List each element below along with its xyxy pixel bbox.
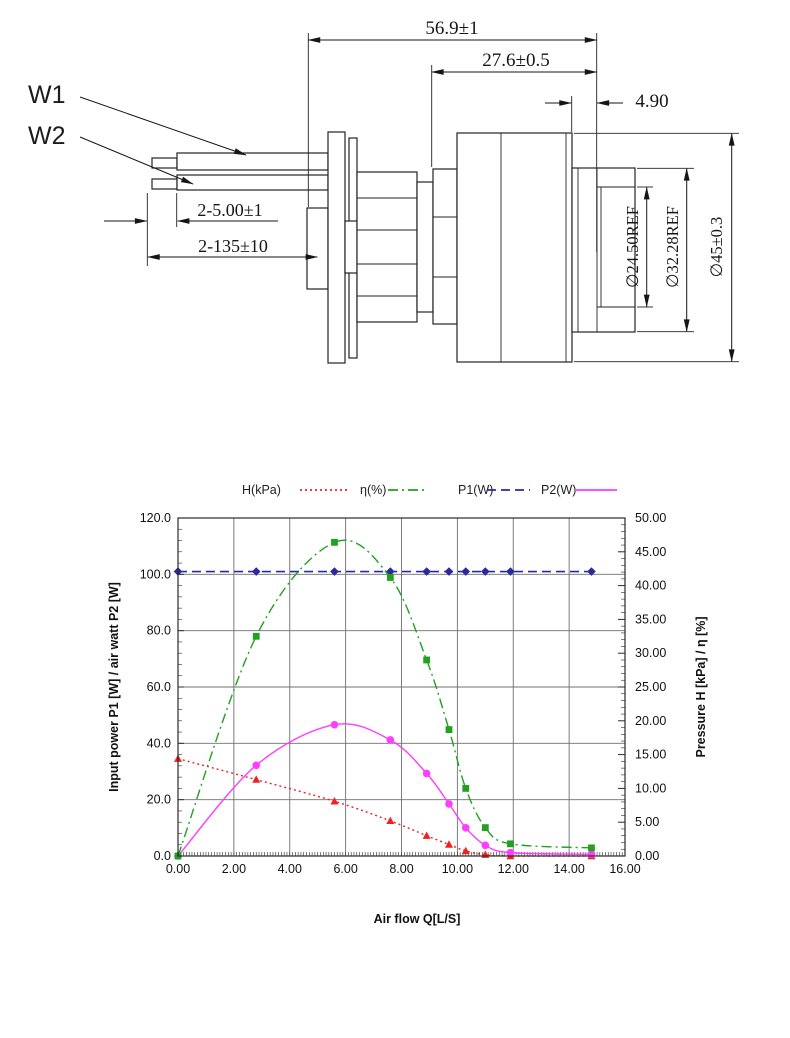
data-marker — [462, 824, 470, 832]
data-marker — [507, 840, 514, 847]
data-marker — [588, 851, 596, 859]
y-tick-label-left: 100.0 — [139, 567, 171, 582]
mounting-flange — [328, 132, 345, 363]
y-tick-label-right: 10.00 — [635, 781, 667, 796]
label-w1: W1 — [28, 81, 66, 109]
y-tick-label-right: 5.00 — [635, 815, 660, 830]
y-tick-label-left: 60.0 — [146, 680, 171, 694]
stator-stack — [357, 169, 457, 324]
x-tick-label: 16.00 — [609, 862, 641, 876]
data-marker — [331, 539, 338, 546]
wire-w2 — [152, 175, 328, 190]
x-tick-label: 4.00 — [277, 862, 302, 876]
dim-overall-length: 56.9±1 — [425, 18, 479, 39]
data-marker — [386, 817, 394, 824]
performance-chart — [0, 460, 790, 1038]
y-tick-label-right: 45.00 — [635, 544, 667, 559]
motor-body — [457, 133, 572, 362]
data-marker — [387, 736, 395, 744]
leader-lines — [80, 97, 246, 184]
legend-label-P1(W): P1(W) — [458, 483, 494, 497]
left-axis-title: Input power P1 [W] / air watt P2 [W] — [107, 582, 121, 792]
x-tick-label: 6.00 — [333, 862, 358, 876]
x-tick-label: 8.00 — [389, 862, 414, 876]
hub-block — [307, 208, 328, 289]
data-marker — [423, 657, 430, 664]
x-tick-label: 2.00 — [221, 862, 247, 876]
y-tick-label-left: 80.0 — [146, 623, 171, 638]
y-tick-label-right: 40.00 — [635, 578, 667, 593]
y-tick-label-left: 20.0 — [146, 792, 171, 807]
dia-inner-label: ∅24.50REF — [623, 206, 642, 288]
data-marker — [330, 797, 338, 804]
x-axis-title: Air flow Q[L/S] — [373, 912, 461, 926]
y-tick-label-right: 35.00 — [635, 612, 667, 627]
dia-mid-label: ∅32.28REF — [663, 206, 682, 288]
x-tick-label: 0.00 — [165, 862, 191, 876]
tick-labels — [140, 511, 667, 876]
dimension-drawing — [0, 0, 790, 460]
data-marker — [387, 574, 394, 581]
dim-wire-length: 2-135±10 — [198, 236, 268, 256]
x-tick-label: 10.00 — [441, 862, 474, 876]
data-marker — [462, 847, 470, 854]
data-marker — [507, 849, 515, 857]
series-markers-H(kPa) — [174, 754, 595, 859]
grid — [178, 518, 625, 856]
dim-body-length: 27.6±0.5 — [482, 50, 550, 71]
chart-legend — [242, 483, 617, 497]
legend-label-H(kPa): H(kPa) — [242, 483, 281, 497]
data-marker — [423, 770, 431, 778]
series-η(%) — [178, 540, 591, 856]
series-H(kPa) — [178, 759, 591, 856]
series-markers-η(%) — [175, 539, 595, 859]
legend-label-P2(W): P2(W) — [541, 483, 577, 497]
wire-w1 — [152, 153, 328, 170]
right-axis-title: Pressure H [kPa] / η [%] — [694, 616, 708, 758]
y-tick-label-left: 120.0 — [139, 511, 171, 525]
y-tick-label-left: 40.0 — [146, 736, 171, 751]
y-tick-label-right: 15.00 — [635, 747, 667, 762]
data-marker — [252, 762, 260, 770]
x-tick-label: 14.00 — [553, 862, 585, 876]
data-marker — [331, 721, 339, 729]
x-tick-label: 12.00 — [497, 862, 529, 876]
data-marker — [482, 824, 489, 831]
series-line — [178, 759, 591, 856]
y-tick-label-right: 50.00 — [635, 511, 667, 525]
dim-tip-length: 2-5.00±1 — [197, 200, 263, 220]
y-tick-label-left: 0.0 — [153, 849, 171, 863]
y-tick-label-right: 0.00 — [635, 849, 660, 863]
series-markers-P2(W) — [174, 721, 595, 860]
data-marker — [446, 726, 453, 733]
data-marker — [252, 775, 260, 782]
series-line — [178, 540, 591, 856]
data-marker — [482, 841, 490, 849]
dia-outer-label: ∅45±0.3 — [707, 216, 726, 278]
data-marker — [423, 832, 431, 839]
y-tick-label-right: 20.00 — [635, 713, 667, 728]
y-tick-label-right: 30.00 — [635, 646, 667, 661]
legend-label-η(%): η(%) — [360, 483, 387, 497]
y-tick-label-right: 25.00 — [635, 680, 667, 694]
data-marker — [253, 633, 260, 640]
data-marker — [588, 844, 595, 851]
data-marker — [445, 800, 453, 808]
dim-cap-length: 4.90 — [635, 91, 669, 112]
data-marker — [462, 785, 469, 792]
label-w2: W2 — [28, 122, 66, 150]
